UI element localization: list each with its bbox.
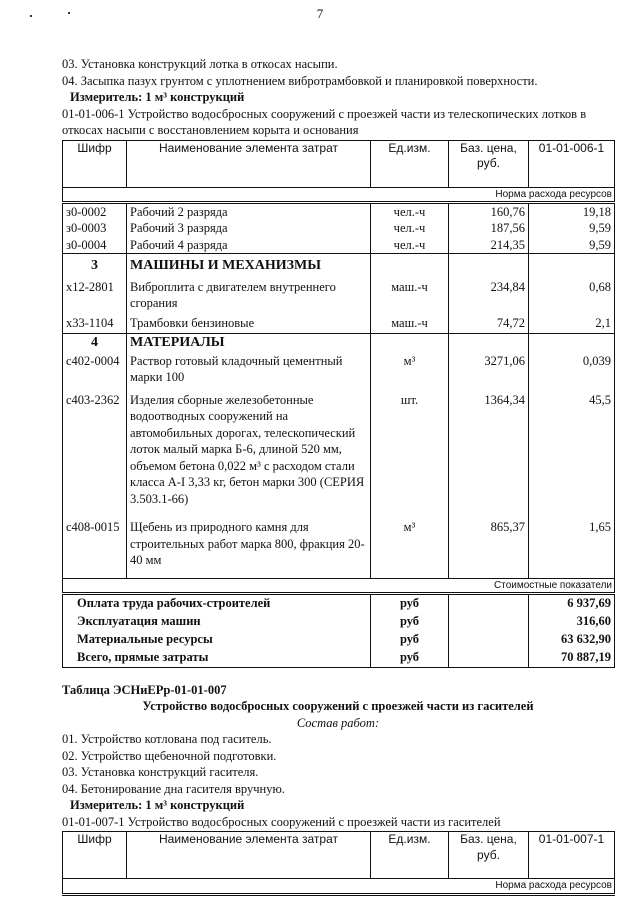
work-item: 04. Засыпка пазух грунтом с уплотнением вибротрамбовкой и планировкой поверхности. — [62, 73, 538, 88]
work-item: 02. Устройство щебеночной подготовки. — [62, 748, 277, 763]
cell-norm: 0,68 — [529, 276, 615, 312]
cell-code: з0-0002 — [63, 202, 127, 220]
cell-price: 74,72 — [449, 312, 529, 334]
norm-description: 01-01-007-1 Устройство водосбросных сооружений с проезжей части из гасителей — [62, 814, 501, 829]
norm-label-row — [63, 187, 615, 202]
cell-norm: 19,18 — [529, 202, 615, 220]
cost-name: Эксплуатация машин — [63, 613, 371, 631]
table-row — [63, 386, 615, 508]
cell-unit: м³ — [371, 507, 449, 572]
norm-description: 01-01-006-1 Устройство водосбросных сооружений с проезжей части из телескопических лотков в — [62, 106, 587, 121]
resource-table — [62, 140, 615, 668]
table-row — [63, 276, 615, 312]
cell-unit: чел.-ч — [371, 237, 449, 254]
cell-unit: маш.-ч — [371, 276, 449, 312]
cost-row — [63, 631, 615, 649]
table-row — [63, 237, 615, 254]
section-title: МАШИНЫ И МЕХАНИЗМЫ — [127, 254, 371, 276]
header-code: Шифр — [63, 832, 127, 879]
cell-unit: маш.-ч — [371, 312, 449, 334]
cost-name: Всего, прямые затраты — [63, 649, 371, 668]
header-price: Баз. цена, руб. — [449, 140, 529, 187]
table-row — [63, 312, 615, 334]
header-name: Наименование элемента затрат — [127, 140, 371, 187]
cost-row — [63, 613, 615, 631]
cost-label-row — [63, 578, 615, 593]
cell-name: Рабочий 4 разряда — [127, 237, 371, 254]
cell-price: 160,76 — [449, 202, 529, 220]
cell-price: 234,84 — [449, 276, 529, 312]
cost-value: 6 937,69 — [529, 593, 615, 613]
resource-table-2 — [62, 831, 615, 895]
work-item: 01. Устройство котлована под гаситель. — [62, 732, 272, 747]
cell-price: 865,37 — [449, 507, 529, 572]
cell-name: Рабочий 3 разряда — [127, 220, 371, 237]
cell-code: х33-1104 — [63, 312, 127, 334]
cell-norm: 45,5 — [529, 386, 615, 508]
cost-value: 70 887,19 — [529, 649, 615, 668]
cell-unit: м³ — [371, 353, 449, 386]
cell-unit: чел.-ч — [371, 220, 449, 237]
document-page — [62, 56, 614, 896]
page-number: 7 — [316, 6, 324, 21]
cell-norm: 1,65 — [529, 507, 615, 572]
cost-unit: руб — [371, 649, 449, 668]
norm-label: Норма расхода ресурсов — [63, 187, 615, 202]
cost-unit: руб — [371, 613, 449, 631]
cell-price: 1364,34 — [449, 386, 529, 508]
cell-code: з0-0004 — [63, 237, 127, 254]
cost-unit: руб — [371, 631, 449, 649]
measure-label: Измеритель: 1 м³ конструкций — [70, 798, 245, 813]
norm-label: Норма расхода ресурсов — [63, 879, 615, 894]
cell-norm: 2,1 — [529, 312, 615, 334]
cost-value: 63 632,90 — [529, 631, 615, 649]
cost-name: Материальные ресурсы — [63, 631, 371, 649]
cell-name: Трамбовки бензиновые — [127, 312, 371, 334]
cell-name: Щебень из природного камня для строительных работ марка 800, фракция 20-40 мм — [127, 507, 371, 572]
section-row — [63, 334, 615, 353]
work-item: 03. Установка конструкций лотка в откосах насыпи. — [62, 57, 338, 71]
header-name: Наименование элемента затрат — [127, 832, 371, 879]
header-norm: 01-01-007-1 — [529, 832, 615, 879]
cell-price: 3271,06 — [449, 353, 529, 386]
cell-name: Рабочий 2 разряда — [127, 202, 371, 220]
cell-norm: 9,59 — [529, 237, 615, 254]
header-unit: Ед.изм. — [371, 832, 449, 879]
cost-label: Стоимостные показатели — [63, 578, 615, 593]
work-item: 03. Установка конструкций гасителя. — [62, 765, 259, 780]
table-header-row — [63, 140, 615, 187]
cost-row — [63, 593, 615, 613]
cell-name: Раствор готовый кладочный цементный марки 100 — [127, 353, 371, 386]
header-code: Шифр — [63, 140, 127, 187]
header-norm: 01-01-006-1 — [529, 140, 615, 187]
cell-price: 187,56 — [449, 220, 529, 237]
cell-norm: 0,039 — [529, 353, 615, 386]
cell-code: с402-0004 — [63, 353, 127, 386]
table-row — [63, 353, 615, 386]
cost-unit: руб — [371, 593, 449, 613]
cell-norm: 9,59 — [529, 220, 615, 237]
table-row — [63, 220, 615, 237]
cell-price: 214,35 — [449, 237, 529, 254]
table-header-row — [63, 832, 615, 879]
cell-code: с408-0015 — [63, 507, 127, 572]
section-row — [63, 254, 615, 276]
table-title: Устройство водосбросных сооружений с проезжей части из гасителей — [142, 699, 534, 714]
cell-code: х12-2801 — [63, 276, 127, 312]
measure-label: Измеритель: 1 м³ конструкций — [70, 90, 245, 104]
cell-unit: шт. — [371, 386, 449, 508]
cost-value: 316,60 — [529, 613, 615, 631]
section-number: 4 — [63, 334, 127, 353]
table-row — [63, 202, 615, 220]
cost-name: Оплата труда рабочих-строителей — [63, 593, 371, 613]
header-price: Баз. цена, руб. — [449, 832, 529, 879]
cell-name: Виброплита с двигателем внутреннего сгорания — [127, 276, 371, 312]
work-item: 04. Бетонирование дна гасителя вручную. — [62, 781, 285, 796]
cell-name: Изделия сборные железобетонные водоотводных сооружений на автомобильных дорогах, телескопический лоток малый марка Б-6, длиной 520 мм, объемом бетона 0,022 м³ с расходом стали класса А-I 3,33 кг, бетон марки 300 (СЕРИЯ 3.503.1-66) — [127, 386, 371, 508]
section-number: 3 — [63, 254, 127, 276]
norm-description: откосах насыпи с восстановлением корыта и основания — [62, 123, 359, 137]
cell-unit: чел.-ч — [371, 202, 449, 220]
header-unit: Ед.изм. — [371, 140, 449, 187]
table-heading: Таблица ЭСНиЕРр-01-01-007 — [62, 682, 227, 697]
cost-row — [63, 649, 615, 668]
works-label: Состав работ: — [296, 715, 380, 730]
cell-code: з0-0003 — [63, 220, 127, 237]
norm-label-row — [63, 879, 615, 894]
cell-code: с403-2362 — [63, 386, 127, 508]
table-row — [63, 507, 615, 572]
section-title: МАТЕРИАЛЫ — [127, 334, 371, 353]
